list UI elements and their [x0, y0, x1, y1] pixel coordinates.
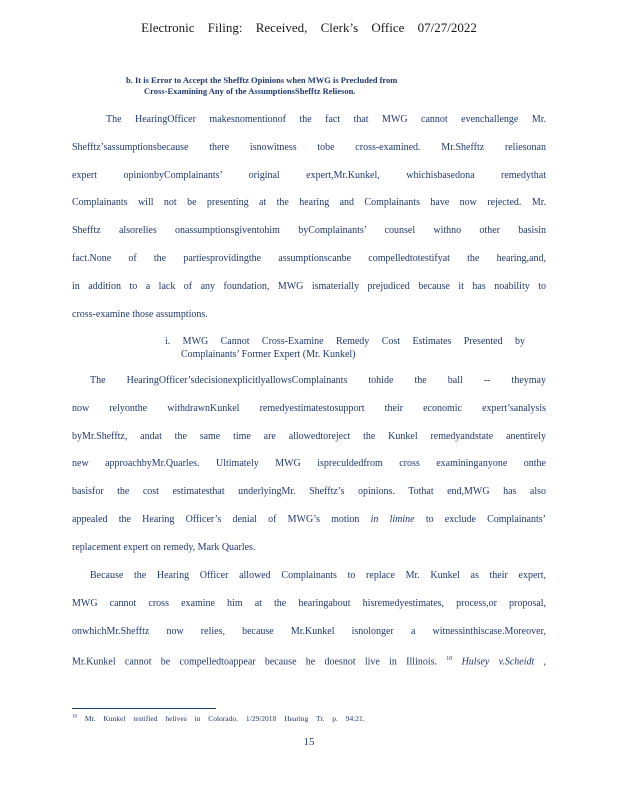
paragraph-1-line: fact.None of the partiesprovidingthe assumptionscanbe compelledtotestifyat the hearing,and,: [72, 252, 546, 264]
paragraph-3-line: MWG cannot cross examine him at the hearingabout hisremedyestimates, process,or proposal,: [72, 597, 546, 609]
paragraph-1-line: The HearingOfficer makesnomentionof the fact that MWG cannot evenchallenge Mr.: [106, 114, 546, 125]
paragraph-2-motion-text: appealed the Hearing Officer’s denial of MWG’s motion: [72, 513, 360, 525]
paragraph-2-line: byMr.Shefftz, andat the same time are allowedtoreject the Kunkel remedyandstate anentirely: [72, 430, 546, 442]
paragraph-1-line: in addition to a lack of any foundation, MWG ismaterially prejudiced because it has noability to: [72, 280, 546, 292]
paragraph-3: [72, 568, 546, 679]
paragraph-3-line-citation: [72, 651, 546, 679]
paragraph-1: [72, 112, 546, 334]
footnote-divider: [72, 708, 216, 709]
paragraph-3-line: onwhichMr.Shefftz now relies, because Mr.Kunkel isnolonger a witnessinthiscase.Moreover,: [72, 625, 546, 637]
paragraph-3-last-text: Mr.Kunkel cannot be compelledtoappear because he doesnot live in Illinois.: [72, 656, 438, 668]
subsection-heading-i-line1: i. MWG Cannot Cross-Examine Remedy Cost Estimates Presented by: [165, 336, 525, 347]
footnote-number: 10: [72, 714, 77, 720]
section-heading-b-line1: b. It is Error to Accept the Shefftz Opinions when MWG is Precluded from: [126, 75, 398, 85]
citation-trailing-comma: ,: [543, 656, 546, 668]
paragraph-2-line-motion: [72, 512, 546, 540]
paragraph-2-line: The HearingOfficer’sdecisionexplicitlyallowsComplainants tohide the ball -- theymay: [90, 375, 546, 386]
section-heading-b: [126, 75, 526, 97]
paragraph-1-line: Complainants will not be presenting at the hearing and Complainants have now rejected. Mr.: [72, 197, 546, 209]
paragraph-2-motion-tail: to exclude Complainants’: [425, 513, 546, 525]
paragraph-2-line: basisfor the cost estimatesthat underlyingMr. Shefftz’s opinions. Tothat end,MWG has also: [72, 486, 546, 498]
paragraph-3-line: Because the Hearing Officer allowed Complainants to replace Mr. Kunkel as their expert,: [90, 570, 546, 581]
paragraph-2-line: new approachbyMr.Quarles. Ultimately MWG ispreculdedfrom cross examininganyone onthe: [72, 458, 546, 470]
paragraph-1-line: Shefftz alsorelies onassumptionsgiventohim byComplainants’ counsel withno other basisin: [72, 225, 546, 237]
paragraph-1-line: cross-examine those assumptions.: [72, 308, 208, 320]
case-citation-italic: Hulsey v.Scheidt: [461, 656, 535, 668]
subsection-heading-i: [165, 335, 525, 361]
footnote-reference[interactable]: 10: [446, 656, 453, 663]
in-limine-italic: in limine: [370, 513, 415, 525]
filing-stamp-header: Electronic Filing: Received, Clerk’s Office 07/27/2022: [141, 20, 477, 35]
page-number: 15: [303, 736, 315, 748]
paragraph-2-line: now relyonthe withdrawnKunkel remedyestimatestosupport their economic expert’sanalysis: [72, 402, 546, 414]
paragraph-2-line: replacement expert on remedy, Mark Quarles.: [72, 541, 256, 553]
paragraph-1-line: expert opinionbyComplainants’ original expert,Mr.Kunkel, whichisbasedona remedythat: [72, 169, 546, 181]
footnote: [72, 714, 392, 723]
footnote-text: Mr. Kunkel testified helives in Colorado. 1/29/2018 Hearing Tr. p. 94:21.: [84, 714, 365, 723]
section-heading-b-line2: Cross-Examining Any of the AssumptionsShefftz Relieson.: [144, 86, 356, 96]
subsection-heading-i-line2: Complainants’ Former Expert (Mr. Kunkel): [181, 349, 356, 360]
paragraph-1-line: Shefftz’sassumptionsbecause there isnowitness tobe cross-examined. Mr.Shefftz reliesonan: [72, 141, 546, 153]
paragraph-2: [72, 373, 546, 568]
